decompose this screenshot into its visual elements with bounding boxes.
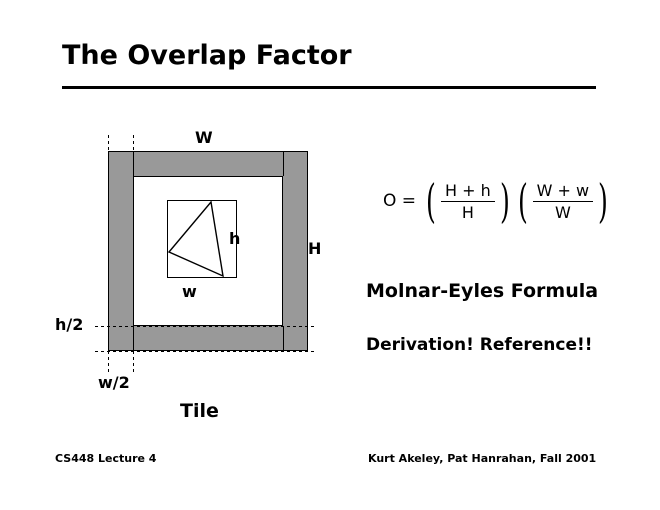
fraction-1-numerator: H + h (444, 180, 491, 200)
fraction-1 (441, 181, 495, 222)
close-paren-2: ) (598, 174, 609, 228)
overlap-formula (383, 174, 612, 228)
footer-course: CS448 Lecture 4 (55, 452, 157, 465)
page-title: The Overlap Factor (62, 40, 352, 71)
dimension-guides (95, 125, 335, 435)
label-h-half: h/2 (55, 315, 84, 334)
label-tile: Tile (180, 400, 219, 422)
label-H: H (308, 239, 322, 258)
open-paren-1: ( (426, 174, 436, 228)
formula-caption: Molnar-Eyles Formula (366, 280, 599, 302)
overlap-diagram (55, 125, 335, 435)
derivation-note: Derivation! Reference!! (366, 335, 593, 355)
fraction-2-denominator: W (554, 202, 571, 222)
formula-lhs: O = (383, 191, 417, 211)
close-paren-1: ) (499, 174, 510, 228)
label-w: w (182, 282, 197, 301)
title-divider (62, 86, 596, 89)
open-paren-2: ( (517, 174, 528, 228)
fraction-2 (533, 181, 593, 222)
footer-authors: Kurt Akeley, Pat Hanrahan, Fall 2001 (368, 452, 597, 465)
label-h: h (229, 229, 241, 248)
fraction-2-numerator: W + w (536, 180, 590, 200)
fraction-1-denominator: H (461, 202, 474, 222)
label-w-half: w/2 (98, 373, 130, 392)
label-W: W (195, 128, 213, 147)
